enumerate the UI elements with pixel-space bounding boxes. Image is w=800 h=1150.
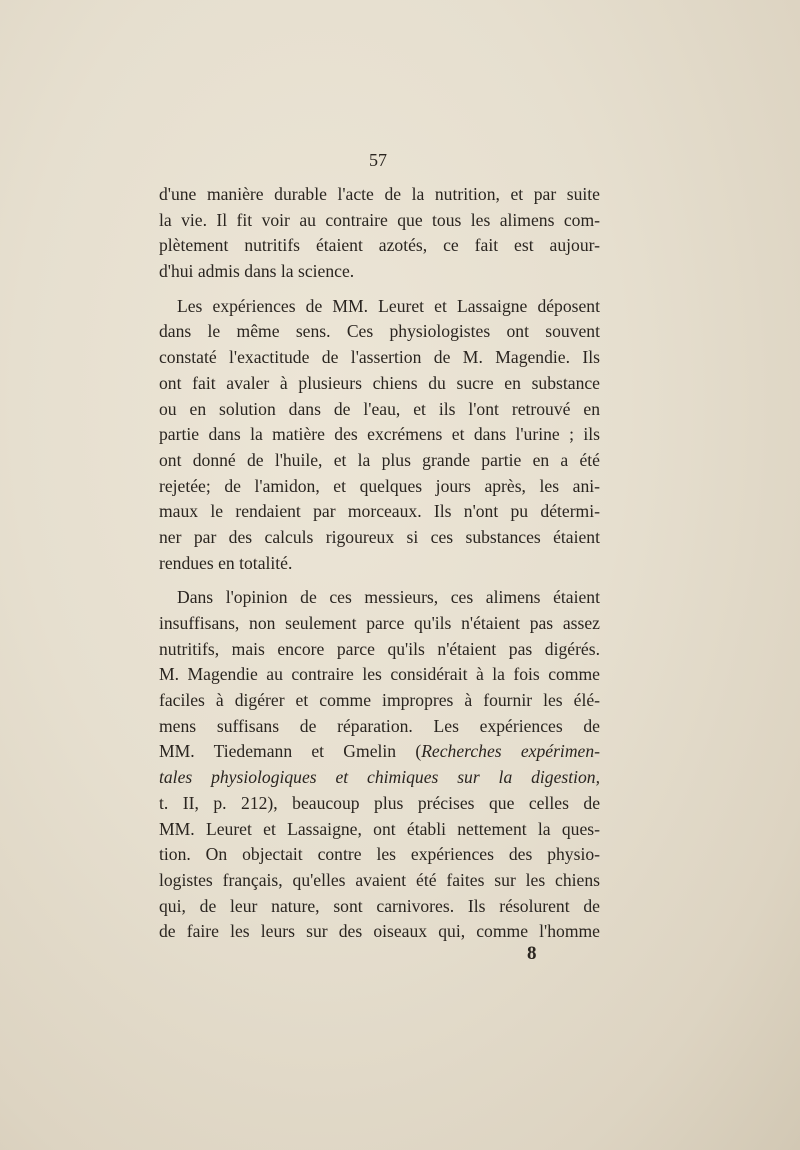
text-line: rejetée; de l'amidon, et quelques jours après, les ani- [159, 475, 600, 496]
text-line: ou en solution dans de l'eau, et ils l'ont retrouvé en [159, 398, 600, 419]
text-line: MM. Leuret et Lassaigne, ont établi nettement la ques- [159, 818, 600, 839]
text-run: MM. Tiedemann et Gmelin ( [159, 741, 422, 762]
text-line: nutritifs, mais encore parce qu'ils n'étaient pas digérés. [159, 638, 600, 659]
text-line: d'une manière durable l'acte de la nutrition, et par suite [159, 184, 600, 204]
text-line: maux le rendaient par morceaux. Ils n'ont pu détermi- [159, 501, 600, 522]
text-line: constaté l'exactitude de l'assertion de M. Magendie. Ils [159, 347, 600, 368]
text-line: ner par des calculs rigoureux si ces substances étaient [159, 526, 600, 547]
text-line: partie dans la matière des excrémens et dans l'urine ; ils [159, 424, 600, 445]
text-line: de faire les leurs sur des oiseaux qui, comme l'homme [159, 921, 600, 942]
text-line: Dans l'opinion de ces messieurs, ces alimens étaient [177, 587, 600, 608]
text-line: la vie. Il fit voir au contraire que tous les alimens com- [159, 209, 600, 230]
text-line: ont fait avaler à plusieurs chiens du sucre en substance [159, 372, 600, 393]
body-text [159, 182, 600, 945]
text-line: Les expériences de MM. Leuret et Lassaigne déposent [177, 295, 600, 316]
text-line: tales physiologiques et chimiques sur la digestion, [159, 767, 600, 788]
page-number: 57 [369, 150, 387, 170]
paragraph-3 [159, 585, 600, 945]
text-line: rendues en totalité. [159, 552, 293, 573]
text-line: d'hui admis dans la science. [159, 261, 355, 282]
text-line: mens suffisans de réparation. Les expériences de [159, 715, 600, 736]
text-line-with-italic [159, 739, 600, 765]
text-line: insuffisans, non seulement parce qu'ils n'étaient pas assez [159, 613, 600, 633]
italic-title-run: Recherches expérimen- [421, 741, 600, 762]
text-line: qui, de leur nature, sont carnivores. Ils résolurent de [159, 895, 600, 916]
text-line: tion. On objectait contre les expériences des physio- [159, 844, 600, 865]
text-line: logistes français, qu'elles avaient été faites sur les chiens [159, 869, 600, 890]
text-line: plètement nutritifs étaient azotés, ce fait est aujour- [159, 235, 600, 256]
signature-mark: 8 [527, 943, 537, 964]
text-line: dans le même sens. Ces physiologistes ont souvent [159, 321, 600, 342]
paragraph-1 [159, 182, 600, 285]
text-line: ont donné de l'huile, et la plus grande partie en a été [159, 449, 600, 470]
text-line: t. II, p. 212), beaucoup plus précises que celles de [159, 792, 600, 813]
text-line: M. Magendie au contraire les considérait à la fois comme [159, 664, 600, 685]
paragraph-2 [159, 294, 600, 577]
text-line: faciles à digérer et comme impropres à fournir les élé- [159, 690, 600, 711]
